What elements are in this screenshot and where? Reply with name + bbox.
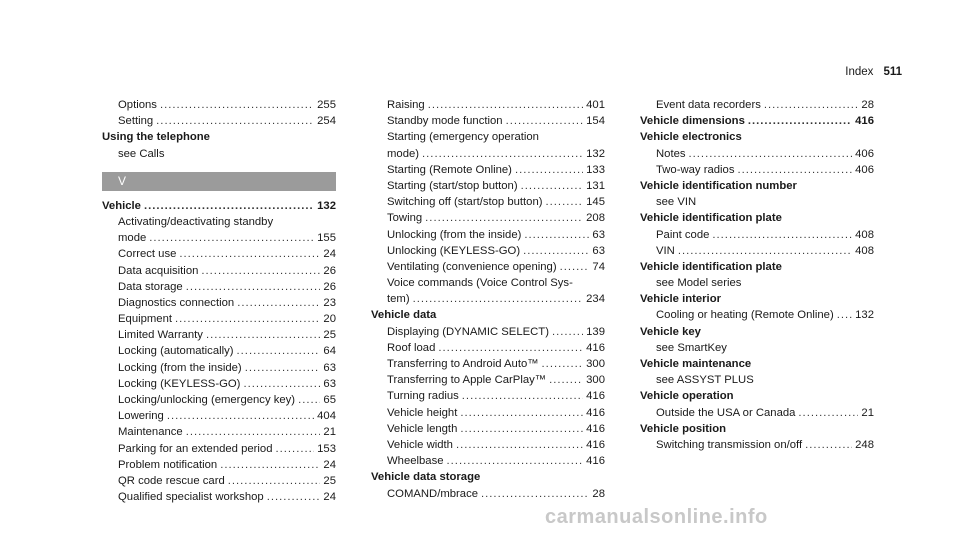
- entry-text: Turning radius: [387, 390, 459, 403]
- entry-page-number[interactable]: 24: [323, 248, 336, 261]
- entry-page-number[interactable]: 300: [586, 358, 605, 370]
- entry-text: Cooling or heating (Remote Online): [656, 309, 834, 322]
- entry-page-number[interactable]: 255: [317, 99, 336, 111]
- index-entry[interactable]: [371, 437, 605, 453]
- dot-leader: [462, 388, 583, 404]
- entry-text: Setting: [118, 115, 154, 128]
- entry-text: Qualified specialist workshop: [118, 491, 264, 504]
- index-subentry-text: see Model series: [656, 277, 742, 290]
- entry-text: Vehicle dimensions: [640, 115, 745, 128]
- dot-leader: [678, 243, 852, 259]
- index-entry[interactable]: [371, 194, 605, 210]
- index-label: Index: [845, 66, 874, 78]
- dot-leader: [764, 97, 859, 113]
- entry-page-number[interactable]: 408: [855, 228, 874, 241]
- entry-text: tem): [387, 293, 410, 306]
- index-entry[interactable]: [640, 405, 874, 421]
- entry-page-number[interactable]: 416: [855, 115, 874, 128]
- index-heading: Vehicle data storage: [371, 471, 481, 484]
- index-entry[interactable]: [102, 473, 336, 489]
- entry-text: Roof load: [387, 341, 436, 354]
- dot-leader: [220, 457, 320, 473]
- page-header: [845, 66, 902, 78]
- index-entry[interactable]: [102, 230, 336, 246]
- entry-page-number[interactable]: 139: [586, 325, 605, 338]
- index-entry[interactable]: [371, 243, 605, 259]
- entry-page-number[interactable]: 406: [855, 163, 874, 176]
- dot-leader: [243, 376, 320, 392]
- index-entry[interactable]: [102, 279, 336, 295]
- entry-page-number[interactable]: 132: [317, 199, 336, 212]
- index-entry[interactable]: [102, 457, 336, 473]
- entry-page-number[interactable]: 404: [317, 410, 336, 423]
- dot-leader: [298, 392, 320, 408]
- page-number: 511: [883, 66, 902, 78]
- dot-leader: [149, 230, 314, 246]
- entry-text: Vehicle width: [387, 438, 453, 451]
- index-heading: Vehicle identification plate: [640, 260, 782, 273]
- entry-page-number[interactable]: 25: [323, 474, 336, 487]
- index-entry[interactable]: [102, 327, 336, 343]
- entry-text: Towing: [387, 212, 423, 225]
- entry-page-number[interactable]: 406: [855, 147, 874, 160]
- entry-page-number[interactable]: 153: [317, 442, 336, 455]
- dot-leader: [546, 194, 584, 210]
- entry-text: Starting (Remote Online): [387, 163, 512, 176]
- entry-page-number[interactable]: 254: [317, 115, 336, 128]
- index-entry[interactable]: [102, 263, 336, 279]
- index-column-3: [640, 97, 874, 453]
- index-entry[interactable]: [640, 307, 874, 323]
- index-entry[interactable]: [102, 376, 336, 392]
- index-entry[interactable]: [371, 146, 605, 162]
- entry-page-number[interactable]: 63: [323, 377, 336, 390]
- dot-leader: [167, 408, 314, 424]
- index-subentry-text: see SmartKey: [656, 341, 727, 354]
- entry-page-number[interactable]: 20: [323, 313, 336, 326]
- index-entry[interactable]: [371, 372, 605, 388]
- index-entry[interactable]: [371, 178, 605, 194]
- entry-page-number[interactable]: 300: [586, 374, 605, 387]
- entry-page-number[interactable]: 416: [586, 390, 605, 403]
- dot-leader: [422, 146, 583, 162]
- index-entry[interactable]: [640, 97, 874, 113]
- entry-page-number[interactable]: 21: [323, 426, 336, 439]
- entry-text: Notes: [656, 147, 686, 160]
- dot-leader: [175, 311, 320, 327]
- entry-page-number[interactable]: 133: [586, 163, 605, 176]
- index-entry[interactable]: [371, 210, 605, 226]
- index-entry[interactable]: [640, 227, 874, 243]
- entry-page-number[interactable]: 145: [586, 196, 605, 209]
- index-heading: Vehicle identification plate: [640, 212, 782, 225]
- dot-leader: [276, 441, 315, 457]
- entry-text: Standby mode function: [387, 115, 503, 128]
- entry-page-number[interactable]: 63: [592, 244, 605, 257]
- index-entry[interactable]: [371, 405, 605, 421]
- entry-text: Options: [118, 99, 157, 111]
- index-heading: Vehicle key: [640, 325, 701, 338]
- entry-page-number[interactable]: 26: [323, 280, 336, 293]
- dot-leader: [425, 210, 583, 226]
- dot-leader: [186, 279, 321, 295]
- index-entry[interactable]: [371, 388, 605, 404]
- index-entry[interactable]: [640, 243, 874, 259]
- dot-leader: [524, 227, 589, 243]
- dot-leader: [428, 97, 583, 113]
- index-column-2: [371, 97, 605, 502]
- index-entry[interactable]: [102, 97, 336, 113]
- entry-page-number[interactable]: 21: [861, 406, 874, 419]
- entry-text: Vehicle: [102, 199, 141, 212]
- dot-leader: [447, 453, 584, 469]
- dot-leader: [523, 243, 589, 259]
- dot-leader: [549, 372, 583, 388]
- index-subentry-text: see VIN: [656, 196, 697, 209]
- entry-page-number[interactable]: 401: [586, 99, 605, 111]
- dot-leader: [805, 437, 852, 453]
- entry-text: mode): [387, 147, 420, 160]
- entry-page-number[interactable]: 25: [323, 329, 336, 342]
- index-entry[interactable]: [102, 198, 336, 214]
- index-entry[interactable]: [102, 408, 336, 424]
- index-subentry-text: Activating/deactivating standby: [118, 215, 274, 228]
- entry-page-number[interactable]: 155: [317, 232, 336, 245]
- dot-leader: [179, 246, 320, 262]
- dot-leader: [552, 324, 583, 340]
- entry-text: Locking (from the inside): [118, 361, 242, 374]
- entry-text: Maintenance: [118, 426, 183, 439]
- dot-leader: [481, 486, 589, 502]
- dot-leader: [712, 227, 852, 243]
- dot-leader: [506, 113, 584, 129]
- index-entry[interactable]: [371, 97, 605, 113]
- entry-text: Ventilating (convenience opening): [387, 260, 557, 273]
- dot-leader: [456, 437, 583, 453]
- entry-page-number[interactable]: 24: [323, 458, 336, 471]
- index-entry[interactable]: [102, 441, 336, 457]
- index-heading: Using the telephone: [102, 131, 210, 144]
- index-entry[interactable]: [371, 340, 605, 356]
- dot-leader: [737, 162, 852, 178]
- entry-page-number[interactable]: 28: [592, 487, 605, 500]
- index-entry[interactable]: [640, 113, 874, 129]
- dot-leader: [460, 405, 583, 421]
- entry-text: Transferring to Android Auto™: [387, 358, 539, 370]
- index-entry[interactable]: [371, 259, 605, 275]
- entry-page-number[interactable]: 28: [861, 99, 874, 111]
- dot-leader: [689, 146, 853, 162]
- dot-leader: [460, 421, 583, 437]
- entry-text: Locking (automatically): [118, 345, 234, 358]
- entry-text: Equipment: [118, 313, 173, 326]
- entry-page-number[interactable]: 248: [855, 438, 874, 451]
- entry-page-number[interactable]: 154: [586, 115, 605, 128]
- dot-leader: [156, 113, 314, 129]
- entry-page-number[interactable]: 26: [323, 264, 336, 277]
- entry-page-number[interactable]: 416: [586, 455, 605, 468]
- entry-text: Starting (start/stop button): [387, 179, 518, 192]
- dot-leader: [438, 340, 583, 356]
- index-entry[interactable]: [371, 421, 605, 437]
- entry-text: QR code rescue card: [118, 474, 225, 487]
- entry-page-number[interactable]: 63: [592, 228, 605, 241]
- entry-text: VIN: [656, 244, 675, 257]
- entry-text: COMAND/mbrace: [387, 487, 479, 500]
- dot-leader: [228, 473, 321, 489]
- index-entry[interactable]: [371, 356, 605, 372]
- dot-leader: [837, 307, 852, 323]
- entry-text: mode: [118, 232, 147, 245]
- dot-leader: [237, 295, 320, 311]
- entry-text: Switching transmission on/off: [656, 438, 803, 451]
- entry-text: Displaying (DYNAMIC SELECT): [387, 325, 549, 338]
- index-entry[interactable]: [371, 113, 605, 129]
- index-heading: Vehicle maintenance: [640, 358, 752, 370]
- index-entry[interactable]: [102, 360, 336, 376]
- index-entry[interactable]: [371, 227, 605, 243]
- entry-page-number[interactable]: 408: [855, 244, 874, 257]
- dot-leader: [560, 259, 590, 275]
- dot-leader: [201, 263, 320, 279]
- dot-leader: [748, 113, 852, 129]
- entry-page-number[interactable]: 416: [586, 438, 605, 451]
- entry-page-number[interactable]: 23: [323, 296, 336, 309]
- entry-page-number[interactable]: 132: [586, 147, 605, 160]
- entry-text: Raising: [387, 99, 425, 111]
- entry-page-number[interactable]: 132: [855, 309, 874, 322]
- index-column-1: [102, 97, 336, 505]
- entry-text: Lowering: [118, 410, 164, 423]
- index-entry[interactable]: [371, 486, 605, 502]
- index-heading: Vehicle operation: [640, 390, 734, 403]
- entry-text: Event data recorders: [656, 99, 761, 111]
- index-subentry-text: Starting (emergency operation: [387, 131, 539, 144]
- index-entry[interactable]: [102, 311, 336, 327]
- dot-leader: [237, 343, 321, 359]
- index-entry[interactable]: [102, 392, 336, 408]
- index-entry[interactable]: [102, 113, 336, 129]
- entry-page-number[interactable]: 208: [586, 212, 605, 225]
- entry-page-number[interactable]: 416: [586, 341, 605, 354]
- index-entry[interactable]: [640, 146, 874, 162]
- watermark: carmanualsonline.info: [545, 506, 768, 528]
- entry-text: Wheelbase: [387, 455, 444, 468]
- entry-page-number[interactable]: 416: [586, 406, 605, 419]
- entry-text: Unlocking (KEYLESS-GO): [387, 244, 521, 257]
- section-letter-bar: V: [102, 172, 336, 191]
- entry-text: Vehicle length: [387, 422, 458, 435]
- entry-text: Outside the USA or Canada: [656, 406, 796, 419]
- index-entry[interactable]: [102, 343, 336, 359]
- dot-leader: [798, 405, 858, 421]
- entry-page-number[interactable]: 416: [586, 422, 605, 435]
- index-entry[interactable]: [371, 162, 605, 178]
- index-entry[interactable]: [371, 453, 605, 469]
- dot-leader: [206, 327, 320, 343]
- entry-text: Two-way radios: [656, 163, 735, 176]
- dot-leader: [515, 162, 583, 178]
- index-subentry-text: Voice commands (Voice Control Sys-: [387, 277, 573, 290]
- entry-text: Correct use: [118, 248, 177, 261]
- entry-text: Switching off (start/stop button): [387, 196, 543, 209]
- entry-text: Limited Warranty: [118, 329, 203, 342]
- index-entry[interactable]: [371, 291, 605, 307]
- entry-page-number[interactable]: 63: [323, 361, 336, 374]
- index-heading: Vehicle data: [371, 309, 437, 322]
- dot-leader: [144, 198, 314, 214]
- entry-text: Data acquisition: [118, 264, 199, 277]
- index-entry[interactable]: [102, 295, 336, 311]
- entry-page-number[interactable]: 24: [323, 491, 336, 504]
- index-entry[interactable]: [102, 246, 336, 262]
- entry-page-number[interactable]: 131: [586, 179, 605, 192]
- entry-text: Locking (KEYLESS-GO): [118, 377, 241, 390]
- index-entry[interactable]: [640, 162, 874, 178]
- dot-leader: [542, 356, 584, 372]
- dot-leader: [245, 360, 321, 376]
- index-entry[interactable]: [640, 437, 874, 453]
- entry-page-number[interactable]: 64: [323, 345, 336, 358]
- dot-leader: [413, 291, 584, 307]
- entry-text: Vehicle height: [387, 406, 458, 419]
- index-entry[interactable]: [371, 324, 605, 340]
- entry-text: Locking/unlocking (emergency key): [118, 394, 296, 406]
- index-heading: Vehicle identification number: [640, 179, 797, 192]
- index-subentry-text: see ASSYST PLUS: [656, 374, 754, 387]
- entry-page-number[interactable]: 65: [323, 394, 336, 406]
- entry-text: Parking for an extended period: [118, 442, 273, 455]
- entry-text: Transferring to Apple CarPlay™: [387, 374, 547, 387]
- entry-text: Data storage: [118, 280, 183, 293]
- entry-text: Problem notification: [118, 458, 218, 471]
- dot-leader: [267, 489, 321, 505]
- index-heading: Vehicle electronics: [640, 131, 742, 144]
- index-entry[interactable]: [102, 424, 336, 440]
- dot-leader: [521, 178, 584, 194]
- dot-leader: [186, 424, 321, 440]
- entry-text: Unlocking (from the inside): [387, 228, 522, 241]
- index-subentry-text: see Calls: [118, 147, 165, 160]
- entry-page-number[interactable]: 234: [586, 293, 605, 306]
- index-heading: Vehicle interior: [640, 293, 721, 306]
- index-heading: Vehicle position: [640, 422, 727, 435]
- entry-page-number[interactable]: 74: [592, 260, 605, 273]
- index-entry[interactable]: [102, 489, 336, 505]
- entry-text: Diagnostics connection: [118, 296, 235, 309]
- entry-text: Paint code: [656, 228, 710, 241]
- dot-leader: [160, 97, 314, 113]
